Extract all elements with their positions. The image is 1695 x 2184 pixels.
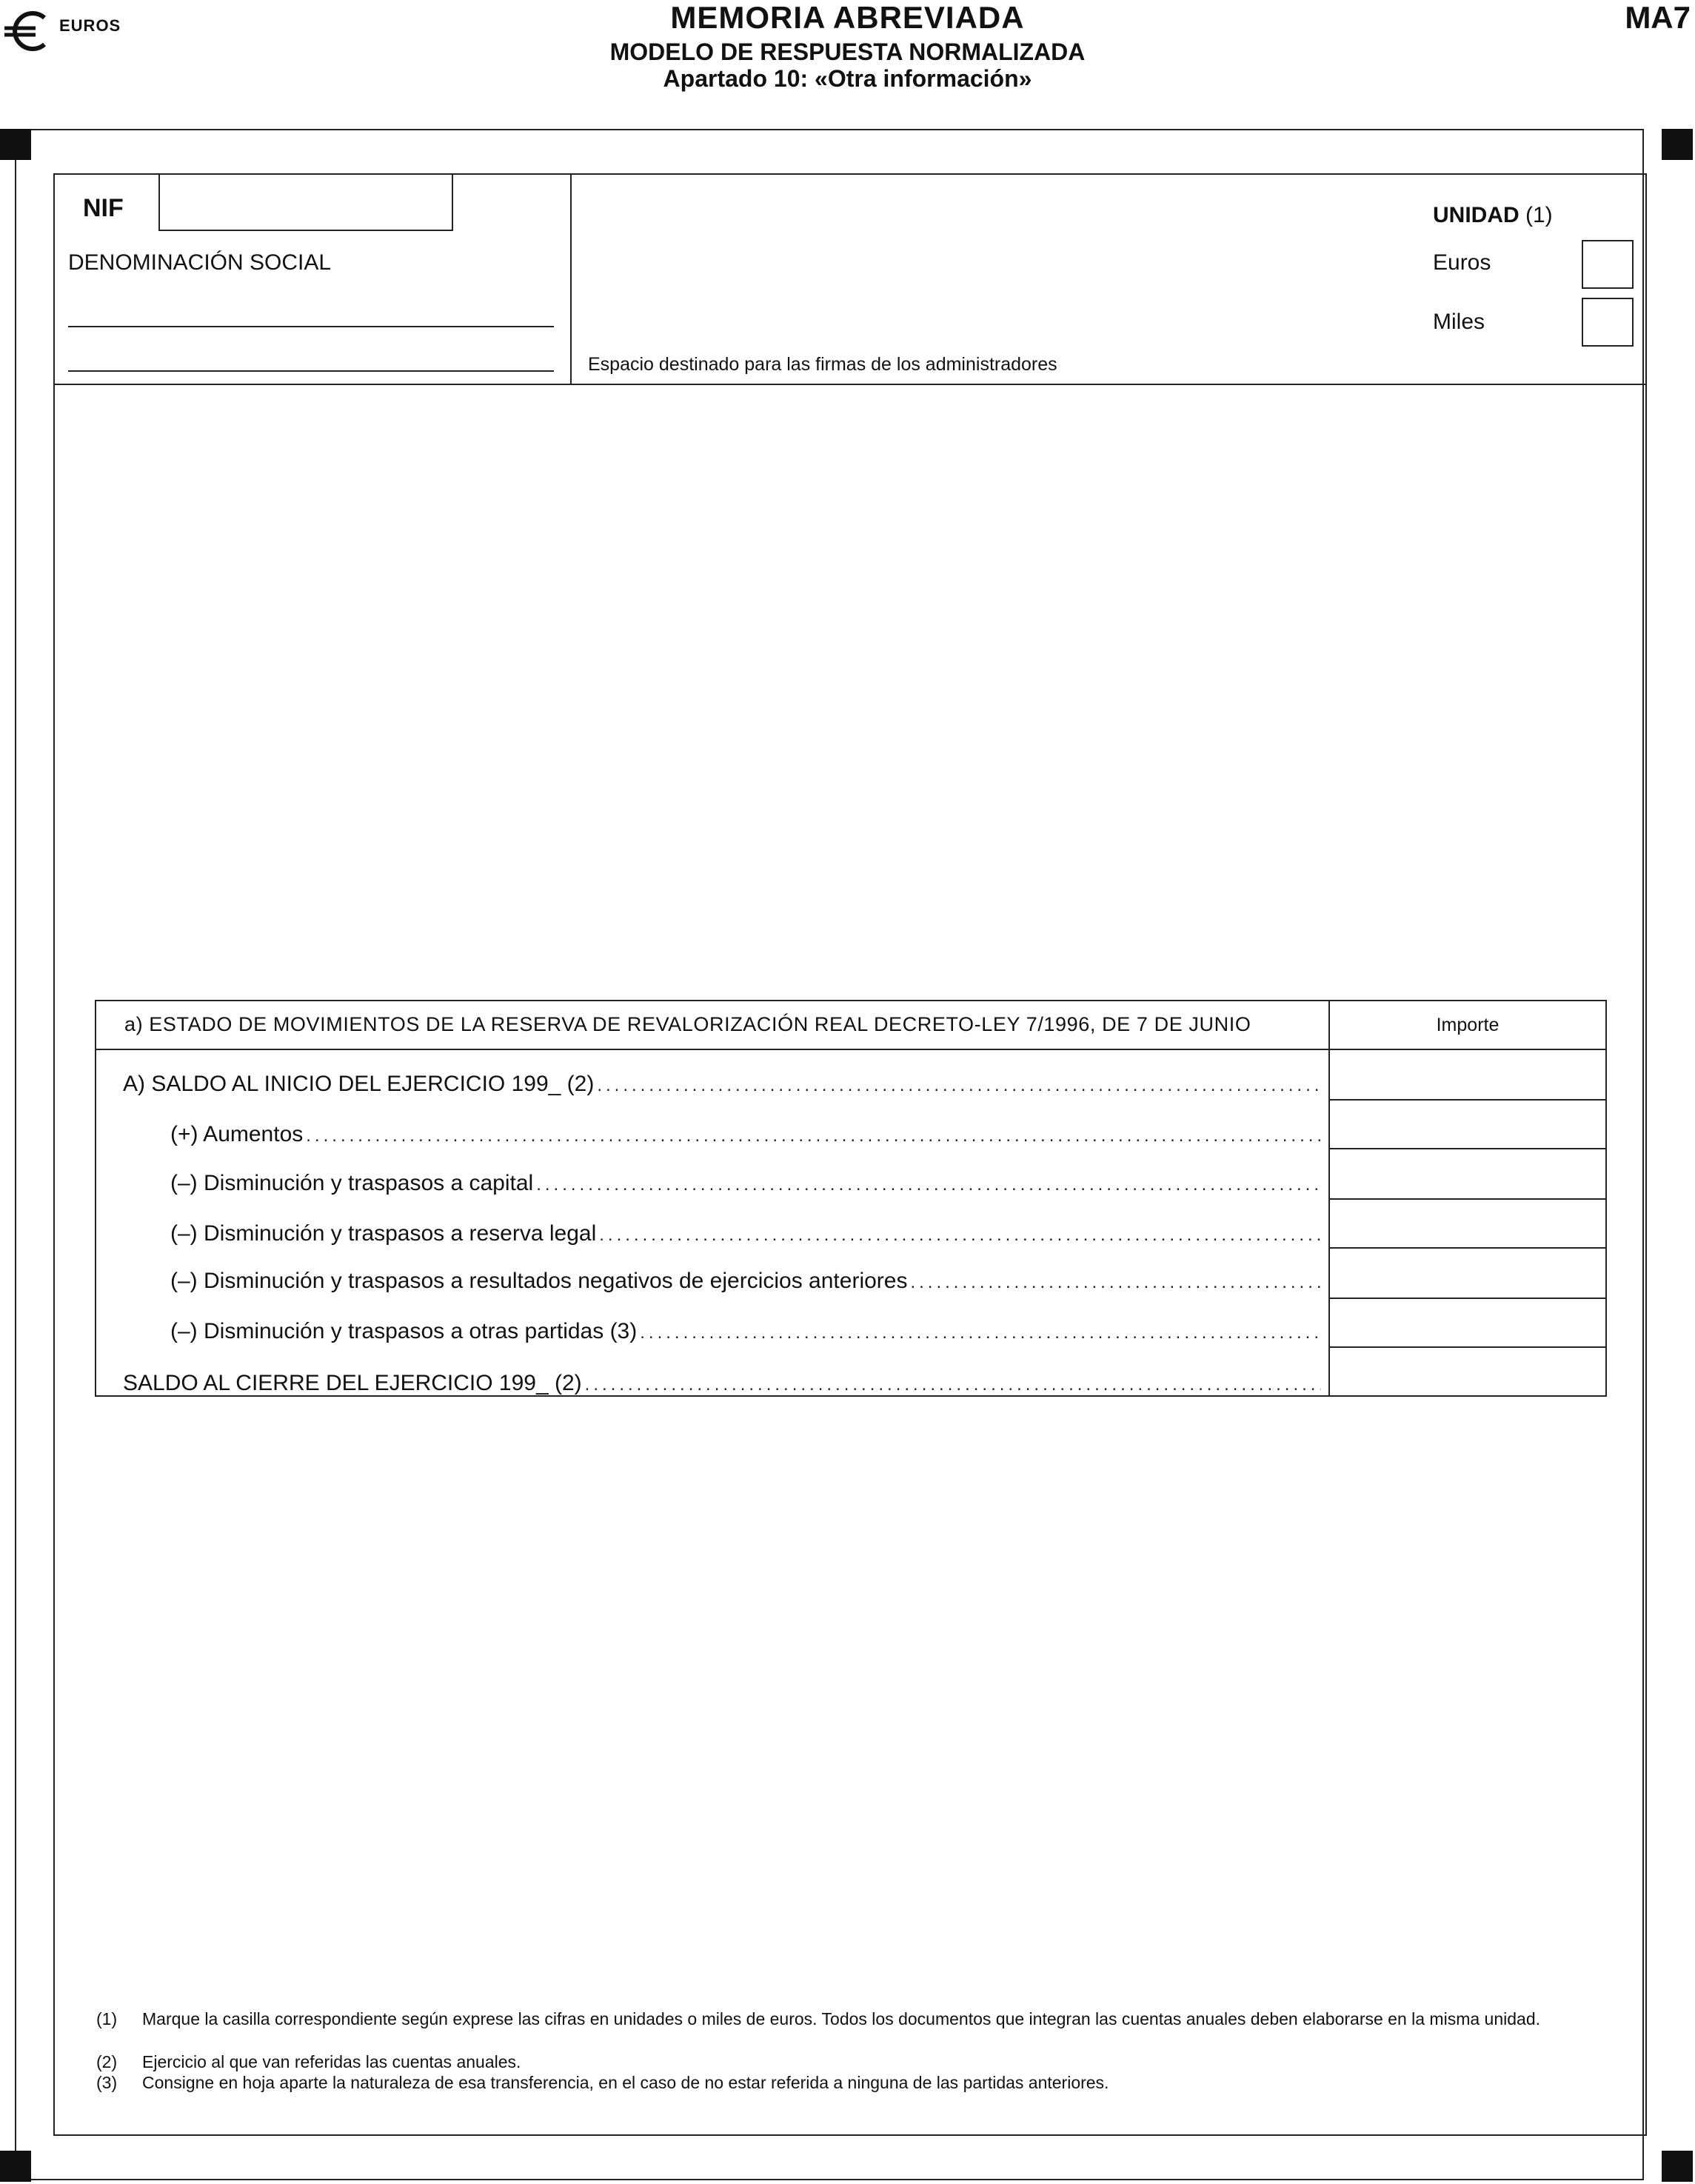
footnote-text: Consigne en hoja aparte la naturaleza de esa transferencia, en el caso de no estar referida a ninguna de las partidas anteriores. bbox=[142, 2073, 1109, 2092]
unit-checkbox-euros[interactable] bbox=[1582, 240, 1634, 289]
amount-cell[interactable] bbox=[1331, 1102, 1605, 1146]
currency-label: EUROS bbox=[59, 16, 121, 35]
amount-cell-divider bbox=[1328, 1099, 1607, 1101]
footnote-text: Marque la casilla correspondiente según exprese las cifras en unidades o miles de euros. Todos los documentos que integran las cuentas anuales deben elaborarse en la misma unidad. bbox=[142, 2009, 1540, 2028]
leader-dots bbox=[585, 1370, 1321, 1400]
unit-title: UNIDAD bbox=[1433, 203, 1520, 227]
table-row bbox=[123, 1369, 1321, 1398]
footnote bbox=[96, 2072, 1622, 2093]
row-label: (–) Disminución y traspasos a resultados negativos de ejercicios anteriores bbox=[170, 1269, 908, 1293]
amount-cell-divider bbox=[1328, 1247, 1607, 1249]
unit-label-euros: Euros bbox=[1433, 250, 1491, 275]
row-label: SALDO AL CIERRE DEL EJERCICIO 199_ (2) bbox=[123, 1371, 582, 1395]
amount-cell[interactable] bbox=[1331, 1052, 1605, 1098]
section-title: Apartado 10: «Otra información» bbox=[663, 65, 1032, 92]
table-row bbox=[170, 1120, 1321, 1149]
registration-mark-bottom-left bbox=[0, 2151, 31, 2182]
row-label: (–) Disminución y traspasos a reserva legal bbox=[170, 1221, 597, 1246]
amount-cell-divider bbox=[1328, 1198, 1607, 1200]
leader-dots bbox=[599, 1220, 1321, 1250]
form-code: MA7 bbox=[1625, 0, 1691, 35]
amount-cell[interactable] bbox=[1331, 1300, 1605, 1345]
footnote-number: (3) bbox=[96, 2073, 118, 2092]
registration-mark-top-right bbox=[1662, 129, 1693, 160]
footnote bbox=[96, 2008, 1622, 2029]
leader-dots bbox=[536, 1170, 1321, 1200]
leader-dots bbox=[910, 1268, 1321, 1298]
registration-mark-top-left bbox=[0, 129, 31, 160]
footnote bbox=[96, 2051, 1622, 2072]
table-header-divider bbox=[95, 1049, 1607, 1050]
amount-cell[interactable] bbox=[1331, 1151, 1605, 1197]
unit-note: (1) bbox=[1519, 203, 1553, 227]
unit-checkbox-miles[interactable] bbox=[1582, 298, 1634, 347]
company-name-line-2[interactable] bbox=[68, 370, 554, 372]
amount-cell-divider bbox=[1328, 1346, 1607, 1348]
nif-label: NIF bbox=[83, 194, 124, 222]
amount-cell[interactable] bbox=[1331, 1250, 1605, 1296]
company-name-label: DENOMINACIÓN SOCIAL bbox=[68, 250, 332, 275]
leader-dots bbox=[306, 1121, 1321, 1151]
amount-cell[interactable] bbox=[1331, 1349, 1605, 1395]
amount-cell[interactable] bbox=[1331, 1201, 1605, 1246]
leader-dots bbox=[640, 1318, 1321, 1348]
signature-area[interactable] bbox=[573, 175, 1314, 345]
unit-heading bbox=[1433, 203, 1553, 228]
amount-column-header: Importe bbox=[1436, 1015, 1500, 1035]
nif-field[interactable] bbox=[158, 175, 453, 231]
row-label: A) SALDO AL INICIO DEL EJERCICIO 199_ (2) bbox=[123, 1072, 595, 1096]
page-title: MEMORIA ABREVIADA bbox=[670, 0, 1025, 35]
table-row bbox=[170, 1266, 1321, 1296]
registration-mark-bottom-right bbox=[1662, 2151, 1693, 2182]
unit-label-miles: Miles bbox=[1433, 310, 1485, 334]
table-header: a) ESTADO DE MOVIMIENTOS DE LA RESERVA DE REVALORIZACIÓN REAL DECRETO-LEY 7/1996, DE 7 DE JUNIO bbox=[124, 1013, 1251, 1035]
amount-cell-divider bbox=[1328, 1148, 1607, 1149]
table-row bbox=[170, 1317, 1321, 1346]
table-row bbox=[170, 1169, 1321, 1198]
page-subtitle: MODELO DE RESPUESTA NORMALIZADA bbox=[609, 39, 1086, 65]
row-label: (–) Disminución y traspasos a otras partidas (3) bbox=[170, 1319, 638, 1343]
footnote-number: (2) bbox=[96, 2052, 118, 2071]
footnote-number: (1) bbox=[96, 2009, 118, 2028]
leader-dots bbox=[597, 1071, 1321, 1101]
signature-caption: Espacio destinado para las firmas de los administradores bbox=[588, 354, 1057, 375]
footnote-text: Ejercicio al que van referidas las cuentas anuales. bbox=[142, 2052, 521, 2071]
company-name-line-1[interactable] bbox=[68, 326, 554, 327]
table-row bbox=[123, 1069, 1321, 1099]
row-label: (–) Disminución y traspasos a capital bbox=[170, 1171, 534, 1195]
table-row bbox=[170, 1219, 1321, 1249]
row-label: (+) Aumentos bbox=[170, 1122, 304, 1146]
identification-divider bbox=[53, 384, 1647, 385]
amount-cell-divider bbox=[1328, 1298, 1607, 1299]
signature-divider bbox=[570, 173, 572, 385]
